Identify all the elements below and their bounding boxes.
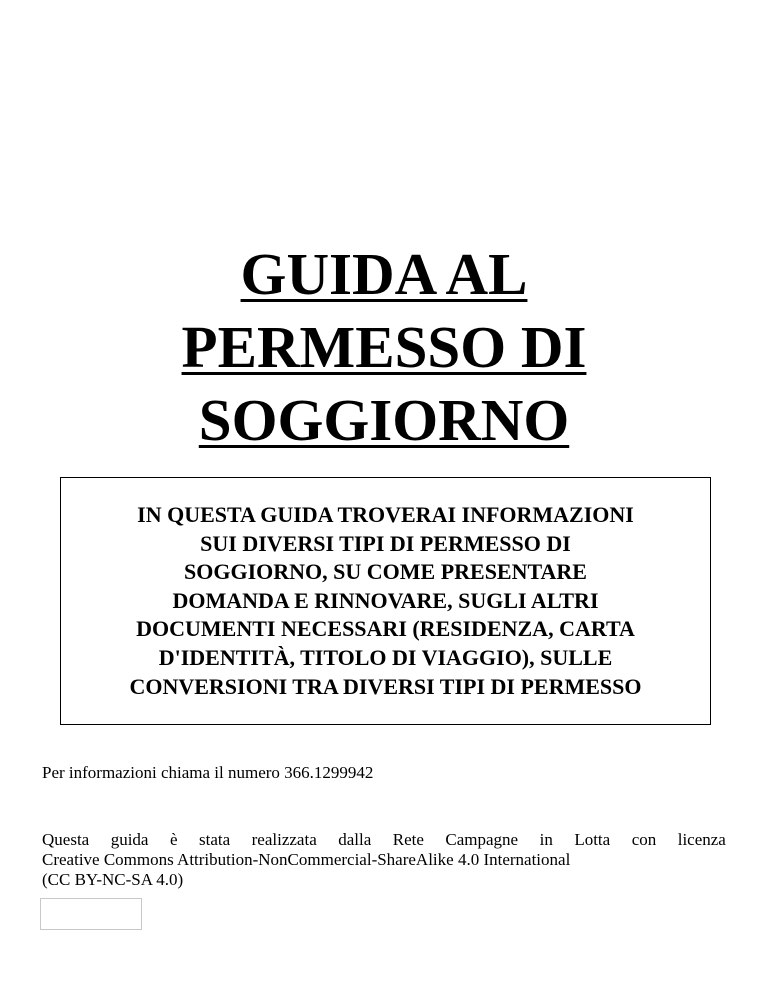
license-word: guida — [110, 830, 149, 849]
license-line-2: Creative Commons Attribution-NonCommercial-ShareAlike 4.0 International — [42, 850, 571, 869]
info-phone-line: Per informazioni chiama il numero 366.1299942 — [42, 763, 374, 782]
summary-line: IN QUESTA GUIDA TROVERAI INFORMAZIONI — [137, 502, 634, 527]
license-badge-image — [40, 898, 142, 930]
summary-line: DOMANDA E RINNOVARE, SUGLI ALTRI — [172, 587, 599, 613]
title-line: SOGGIORNO — [198, 387, 570, 453]
license-word: è — [169, 830, 178, 849]
license-word: stata — [199, 830, 231, 849]
license-line-1 — [42, 830, 726, 850]
license-word: Questa — [42, 830, 90, 849]
license-paragraph — [42, 830, 726, 890]
license-line-3: (CC BY-NC-SA 4.0) — [42, 870, 184, 889]
summary-line: SUI DIVERSI TIPI DI PERMESSO DI — [200, 530, 571, 556]
license-word: con — [631, 830, 657, 849]
summary-box — [60, 477, 711, 725]
license-word: Campagne — [445, 830, 519, 849]
license-word: realizzata — [251, 830, 317, 849]
title-line: PERMESSO DI — [181, 314, 587, 380]
summary-line: SOGGIORNO, SU COME PRESENTARE — [184, 559, 587, 585]
license-word: dalla — [338, 830, 372, 849]
license-word: in — [539, 830, 553, 849]
license-word: Rete — [392, 830, 424, 849]
title-line: GUIDA AL — [240, 241, 528, 307]
summary-line: CONVERSIONI TRA DIVERSI TIPI DI PERMESSO — [129, 673, 642, 699]
summary-line: D'IDENTITÀ, TITOLO DI VIAGGIO), SULLE — [158, 644, 613, 670]
document-title — [0, 238, 768, 457]
summary-text — [61, 501, 710, 701]
summary-line: DOCUMENTI NECESSARI (RESIDENZA, CARTA — [136, 616, 635, 642]
license-word: licenza — [677, 830, 726, 849]
license-word: Lotta — [574, 830, 611, 849]
